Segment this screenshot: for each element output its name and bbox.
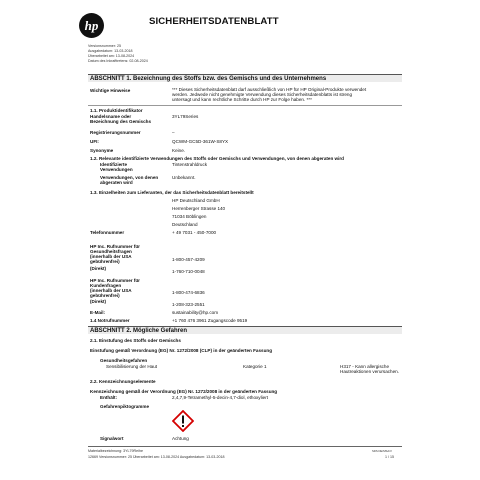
abgeraten-value: Unbekannt. xyxy=(172,175,196,180)
hp1-value-1: 1-800-457-4209 xyxy=(172,257,205,262)
einstufung-heading: Einstufung gemäß Verordnung (EG) Nr. 1272/2008 (CLP) in der geänderten Fassung xyxy=(90,348,272,353)
footer-material: Materialbezeichnung: 3YL79Reihe xyxy=(88,449,143,453)
telefon-label: Telefonnummer xyxy=(90,230,125,235)
hp1-value-2: 1-760-710-0048 xyxy=(172,269,205,274)
section-2-header: ABSCHNITT 2. Mögliche Gefahren xyxy=(88,326,402,334)
address-line-3: 71034 Böblingen xyxy=(172,214,207,219)
footer-divider xyxy=(88,446,402,447)
hp2-label-5: (Direkt) xyxy=(90,299,107,304)
identified-label-2: Verwendungen xyxy=(100,167,133,172)
hp-logo: hp xyxy=(79,13,104,38)
hinweis-line-1: *** Dieses Sicherheitsdatenblatt darf ausschließlich von HP für HP Original-Produkte verwendet xyxy=(172,87,367,92)
hp1-label-2: Gesundheitsfragen xyxy=(90,249,132,254)
handelsname-label-1: Handelsname oder xyxy=(90,114,132,119)
hp2-label-3: (innerhalb der USA xyxy=(90,288,132,293)
hp1-label-4: gebührenfrei) xyxy=(90,259,120,264)
address-line-1: HP Deutschland GmbH xyxy=(172,198,220,203)
email-label: E-Mail: xyxy=(90,310,106,315)
hinweis-line-2: werden. Jedwede nicht genehmigte Verwendung dieses Sicherheitsdatenblatts ist streng xyxy=(172,92,353,97)
identified-label-1: Identifizierte xyxy=(100,162,128,167)
email-value[interactable]: sustainability@hp.com xyxy=(172,310,219,315)
hp1-label-3: (innerhalb der USA xyxy=(90,254,132,259)
page-number: 1 / 15 xyxy=(385,455,394,459)
telefon-value: + 49 7031 - 450-7000 xyxy=(172,230,217,235)
synonyme-value: Keine. xyxy=(172,148,186,153)
synonyme-label: Synonyme xyxy=(90,148,114,153)
enthaelt-value: 2,4,7,9-Tetramethyl-5-decin-4,7-diol, ethoxyliert xyxy=(172,395,269,400)
hp2-label-1: HP Inc. Rufnummer für xyxy=(90,278,140,283)
document-title: SICHERHEITSDATENBLATT xyxy=(149,16,279,27)
hp2-label-2: Kundenfragen xyxy=(90,283,122,288)
handelsname-label-2: Bezeichnung des Gemischs xyxy=(90,119,152,124)
kennzeichnung-heading: Kennzeichnung gemäß der Verordnung (EG) Nr. 1272/2008 in der geänderten Fassung xyxy=(90,389,278,394)
sens-kategorie: Kategorie 1 xyxy=(243,364,267,369)
identified-value: Tintenstrahldruck xyxy=(172,162,208,167)
regnr-value: – xyxy=(172,130,175,135)
exclamation-pictogram-icon xyxy=(172,410,194,432)
piktogramme-label: Gefahrenpiktogramme xyxy=(100,404,150,409)
s22-heading: 2.2. Kennzeichnungselemente xyxy=(90,379,156,384)
hp2-value-1: 1-800-474-6836 xyxy=(172,290,205,295)
hp2-value-2: 1-208-323-2551 xyxy=(172,302,205,307)
hp1-label-1: HP Inc. Rufnummer für xyxy=(90,244,140,249)
sens-label: Sensibilisierung der Haut xyxy=(106,364,158,369)
address-line-2: Herrenberger Strasse 140 xyxy=(172,206,226,211)
regnr-label: Registrierungsnummer xyxy=(90,130,141,135)
gesundheit-heading: Gesundheitsgefahren xyxy=(100,358,148,363)
hp2-label-4: gebührenfrei) xyxy=(90,293,120,298)
signalwort-label: Signalwort xyxy=(100,436,124,441)
enthaelt-label: Enthält: xyxy=(100,395,118,400)
ufi-label: UFI: xyxy=(90,139,99,144)
meta-ueberarbeitet: Überarbeitet am: 13-08-2024 xyxy=(88,54,135,58)
divider xyxy=(88,105,402,106)
sens-hsatz-1: H317 - Kann allergische xyxy=(340,364,390,369)
s21-heading: 2.1. Einstufung des Stoffs oder Gemischs xyxy=(90,338,181,343)
hinweis-label: Wichtige Hinweise xyxy=(90,88,131,93)
notruf-value: +1 760 476 3961 Zugangscode 9519 xyxy=(172,318,248,323)
ufi-value: QCWM-GC5D-361W-S8YX xyxy=(172,139,229,144)
sens-hsatz-2: Hautreaktionen verursachen. xyxy=(340,369,399,374)
signalwort-value: Achtung xyxy=(172,436,189,441)
address-line-4: Deutschland xyxy=(172,222,198,227)
section-1-header: ABSCHNITT 1. Bezeichnung des Stoffs bzw. des Gemischs und des Unternehmens xyxy=(88,74,402,82)
hinweis-line-3: untersagt und kann rechtliche Schritte durch HP zur Folge haben. *** xyxy=(172,97,312,102)
footer-version-line: 12669 Versionsnummer: 25 Überarbeitet am: 13-08-2024 Ausgabedatum: 13-03-2018 xyxy=(88,455,225,459)
footer-code: SDS DE/MSA/V xyxy=(372,449,392,453)
abgeraten-label-2: abgeraten wird xyxy=(100,180,133,185)
hp1-label-5: (Direkt) xyxy=(90,266,107,271)
abgeraten-label-1: Verwendungen, von denen xyxy=(100,175,159,180)
s13-heading: 1.3. Einzelheiten zum Lieferanten, der das Sicherheitsdatenblatt bereitstellt xyxy=(90,190,254,195)
handelsname-value: 3YL79Series xyxy=(172,114,199,119)
s11-heading: 1.1. Produktidentifikator xyxy=(90,108,143,113)
notruf-label: 1.4 Notrufnummer xyxy=(90,318,130,323)
meta-version: Versionsnummer: 25 xyxy=(88,44,121,48)
meta-inkraft: Datum des Inkrafttretens: 02-08-2024 xyxy=(88,59,148,63)
meta-ausgabe: Ausgabedatum: 13-03-2018 xyxy=(88,49,133,53)
s12-heading: 1.2. Relevante identifizierte Verwendungen des Stoffs oder Gemischs und Verwendungen, von denen abgeraten wird xyxy=(90,156,344,161)
